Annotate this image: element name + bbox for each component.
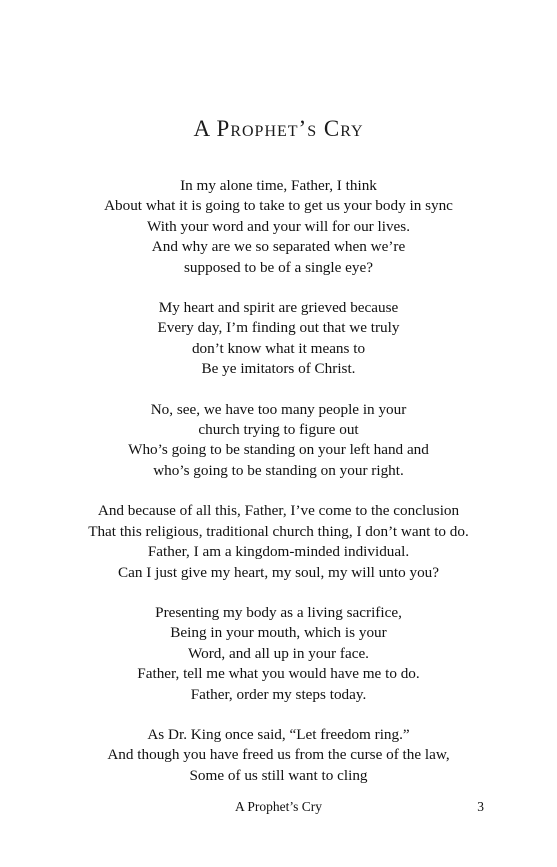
poem-line: And because of all this, Father, I’ve come to the conclusion xyxy=(97,502,460,520)
poem-line: No, see, we have too many people in your xyxy=(150,400,407,418)
poem-line: Father, order my steps today. xyxy=(190,685,367,703)
poem-line: With your word and your will for our lives. xyxy=(146,217,410,235)
poem-line: Father, tell me what you would have me to do. xyxy=(137,665,420,683)
poem-line: And why are we so separated when we’re xyxy=(151,238,406,256)
poem-line: who’s going to be standing on your right. xyxy=(153,461,404,479)
stanza xyxy=(0,400,557,482)
page-title: A Prophet’s Cry xyxy=(193,116,364,141)
poem-line: About what it is going to take to get us your body in sync xyxy=(104,197,453,215)
poem-line: Being in your mouth, which is your xyxy=(170,624,387,642)
poem-line: church trying to figure out xyxy=(198,421,359,439)
poem-line: Be ye imitators of Christ. xyxy=(201,360,356,378)
stanza xyxy=(0,176,557,278)
stanza xyxy=(0,298,557,380)
poem-line: In my alone time, Father, I think xyxy=(180,177,377,194)
page-number: 3 xyxy=(477,799,484,814)
poem-line: As Dr. King once said, “Let freedom ring.” xyxy=(147,725,410,743)
poem-line: Can I just give my heart, my soul, my will unto you? xyxy=(117,563,439,581)
poem-line: My heart and spirit are grieved because xyxy=(158,299,399,317)
stanza xyxy=(0,603,557,705)
poem-line: supposed to be of a single eye? xyxy=(184,258,373,276)
stanza xyxy=(0,725,557,786)
poem-line: Word, and all up in your face. xyxy=(188,644,369,662)
poem-body xyxy=(0,176,557,806)
poem-line: Every day, I’m finding out that we truly xyxy=(157,319,400,337)
poem-line: That this religious, traditional church thing, I don’t want to do. xyxy=(88,522,469,540)
poem-line: Some of us still want to cling xyxy=(189,766,368,784)
poem-line: Presenting my body as a living sacrifice, xyxy=(155,603,402,621)
poem-line: And though you have freed us from the curse of the law, xyxy=(107,746,450,764)
poem-line: don’t know what it means to xyxy=(191,339,366,357)
poem-line: Father, I am a kingdom-minded individual. xyxy=(147,543,410,561)
poem-line: Who’s going to be standing on your left hand and xyxy=(128,441,429,459)
running-title: A Prophet’s Cry xyxy=(234,799,322,814)
stanza xyxy=(0,501,557,583)
